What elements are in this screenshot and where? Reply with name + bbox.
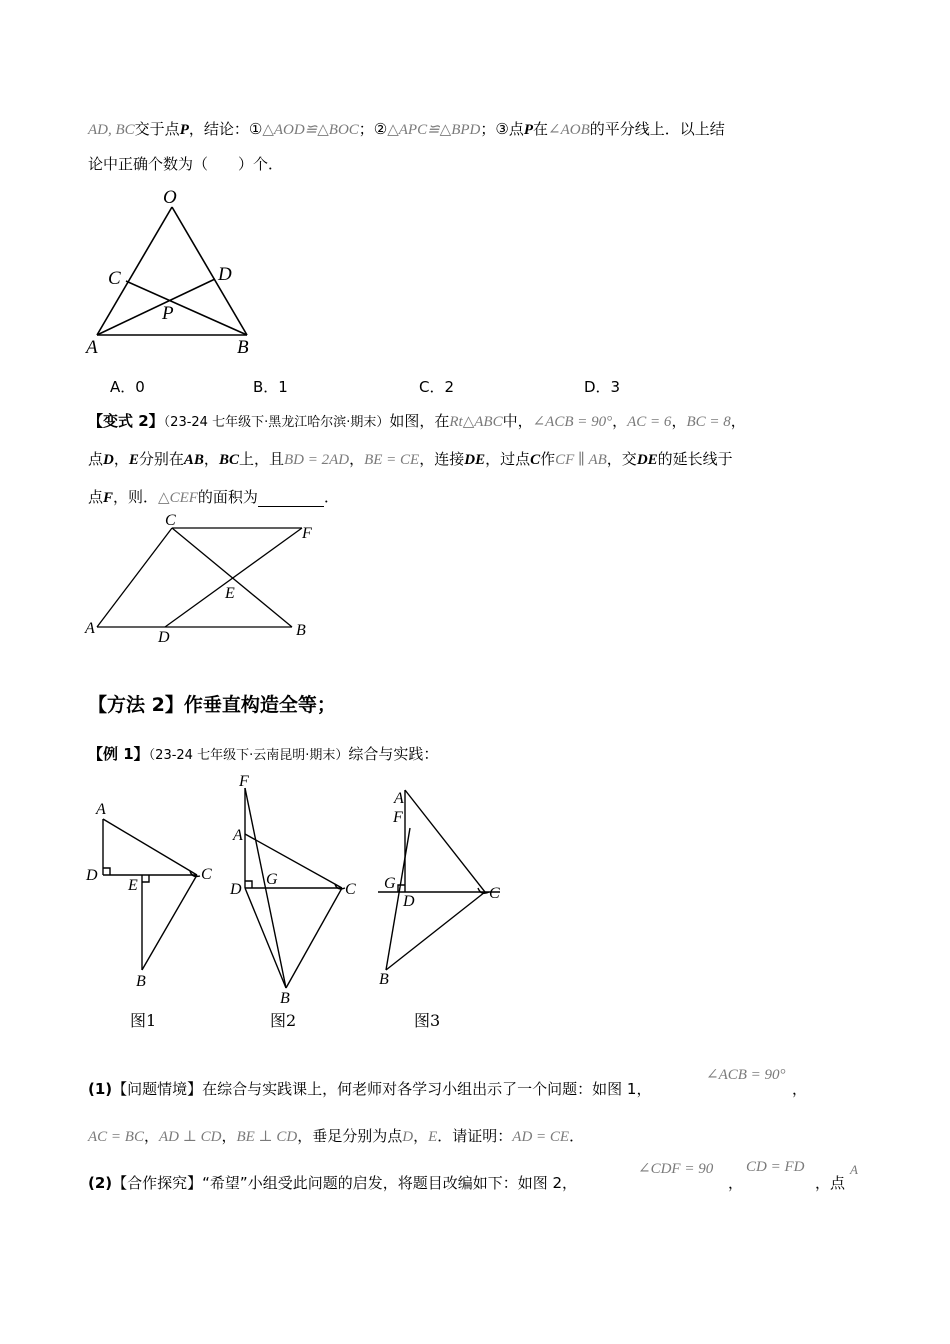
label-p: P [162, 303, 174, 324]
q1-line2: 论中正确个数为（ ）个． [88, 155, 284, 173]
fig3-label-b: B [379, 971, 389, 988]
label-c: C [108, 268, 121, 289]
label-o: O [163, 187, 177, 208]
option-b[interactable]: B．1 [253, 378, 288, 396]
fig3-label-g: G [384, 875, 396, 892]
example1-figures [80, 770, 510, 1040]
fig2-label-d: D [230, 881, 242, 898]
example1-tag: 【例 1】 [88, 745, 149, 763]
variant2-figure [80, 512, 330, 647]
fig2-label-g: G [266, 871, 278, 888]
fig3-label-c: C [489, 885, 500, 902]
part1-line2: AC = BC，AD ⊥ CD，BE ⊥ CD，垂足分别为点D，E．请证明：AD = CE． [88, 1127, 585, 1145]
fig1-label-a: A [96, 801, 106, 818]
fig2-label-a: A [233, 827, 243, 844]
q1-figure [80, 185, 280, 365]
fig3-caption: 图3 [414, 1011, 441, 1030]
example1-line: 【例 1】（23-24 七年级下·云南昆明·期末）综合与实践： [88, 745, 439, 763]
method-heading: 【方法 2】作垂直构造全等； [88, 694, 336, 716]
label-f: F [302, 525, 312, 542]
label-d: D [218, 264, 232, 285]
math-congruence-1: △AOD≌△BOC [262, 122, 359, 138]
part1-angle: ∠ACB = 90° [706, 1067, 786, 1083]
variant2-tag: 【变式 2】 [88, 412, 164, 430]
math-ad-bc: AD, BC [88, 122, 135, 138]
fig1-label-e: E [128, 877, 138, 894]
fig1-label-b: B [136, 973, 146, 990]
fig2-label-b: B [280, 990, 290, 1007]
fig1-caption: 图1 [130, 1011, 157, 1030]
part1-line1: (1)【问题情境】在综合与实践课上，何老师对各学习小组出示了一个问题：如图 1， [88, 1080, 652, 1098]
part2-line1: (2)【合作探究】“希望”小组受此问题的启发，将题目改编如下：如图 2， [88, 1174, 578, 1192]
part2-cd-fd: CD = FD [746, 1159, 805, 1175]
math-congruence-2: △APC≌△BPD [387, 122, 481, 138]
variant2-source: （23-24 七年级下·黑龙江哈尔滨·期末） [163, 415, 390, 430]
part1-number: (1) [88, 1080, 113, 1098]
label-e: E [225, 585, 235, 602]
label-b: B [237, 337, 249, 358]
part2-number: (2) [88, 1174, 113, 1192]
fig2-caption: 图2 [270, 1011, 297, 1030]
fig3-label-d: D [403, 893, 415, 910]
variant2-line3: 点F，则．△CEF的面积为 ． [88, 488, 339, 506]
variant2-line2: 点D，E分别在AB，BC上，且BD = 2AD，BE = CE，连接DE，过点C作CF ∥ AB，交DE的延长线于 [88, 450, 733, 468]
option-c[interactable]: C．2 [419, 378, 455, 396]
fig2-label-c: C [345, 881, 356, 898]
label-d: D [158, 629, 170, 646]
fig2-label-f: F [239, 773, 249, 790]
example1-source: （23-24 七年级下·云南昆明·期末） [148, 748, 349, 763]
fig1-label-d: D [86, 867, 98, 884]
fig3-label-a: A [394, 790, 404, 807]
variant2-line1: 【变式 2】（23-24 七年级下·黑龙江哈尔滨·期末）如图，在Rt△ABC中，∠ACB = 90°，AC = 6，BC = 8， [88, 412, 746, 430]
fig1-label-c: C [201, 866, 212, 883]
label-a: A [85, 620, 95, 637]
answer-blank[interactable] [258, 492, 324, 507]
q1-line1: AD, BC交于点P，结论：①△AOD≌△BOC；②△APC≌△BPD；③点P在∠AOB的平分线上．以上结 [88, 120, 725, 138]
label-c: C [165, 512, 176, 529]
label-b: B [296, 622, 306, 639]
option-d[interactable]: D．3 [584, 378, 621, 396]
fig3-label-f: F [393, 809, 403, 826]
label-a: A [86, 337, 98, 358]
math-angle-aob: ∠AOB [548, 122, 590, 138]
option-a[interactable]: A．0 [110, 378, 145, 396]
part2-angle: ∠CDF = 90 [638, 1161, 714, 1177]
